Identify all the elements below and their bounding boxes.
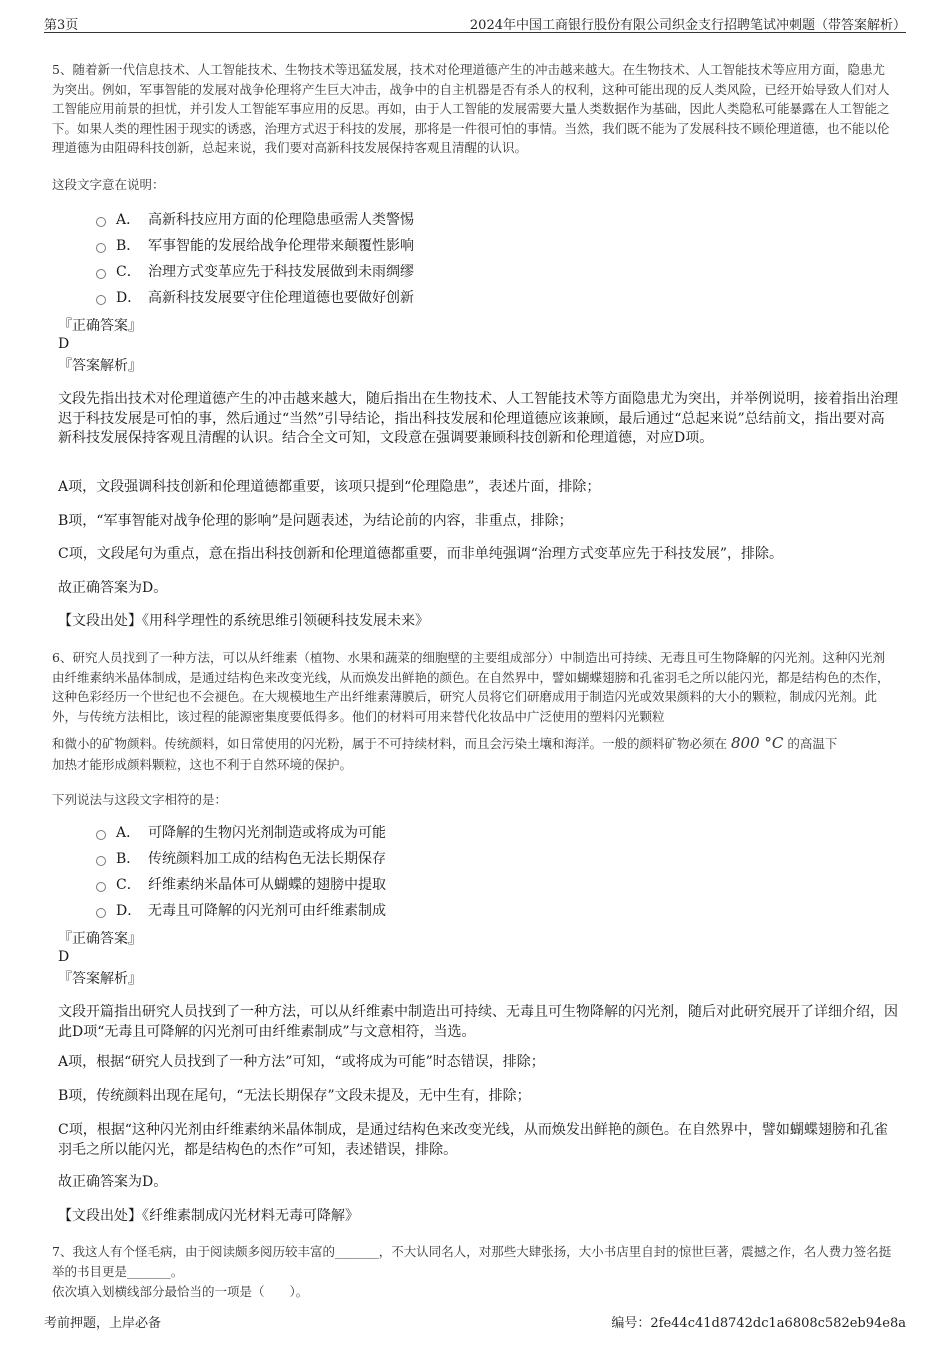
q6-analysis-summary: 文段开篇指出研究人员找到了一种方法，可以从纤维素中制造出可持续、无毒且可生物降解的闪光剂，随后对此研究展开了详细介绍，因此D项“无毒且可降解的闪光剂可由纤维素制成”与文意相符，当选。 [58, 1004, 898, 1040]
footer-slogan: 考前押题，上岸必备 [44, 1316, 162, 1331]
q7-stem: 7、我这人有个怪毛病，由于阅读颇多阅历较丰富的_______，不大认同名人，对那些大肆张扬，大小书店里自封的惊世巨著，震撼之作，名人费力签名挺举的书目更是_______。 [52, 1244, 892, 1279]
q6-answer: D [58, 949, 70, 965]
document-id: 编号：2fe44c41d8742dc1a6808c582eb94e8a [611, 1316, 906, 1331]
radio-icon[interactable] [96, 243, 106, 253]
q5-analysis-label: 『答案解析』 [58, 358, 142, 374]
q5-stem: 5、随着新一代信息技术、人工智能技术、生物技术等迅猛发展，技术对伦理道德产生的冲击越来越大。在生物技术、人工智能技术等应用方面，隐患尤为突出。例如，军事智能的发展对战争伦理将产生巨大冲击，战争中的自主机器是否有杀人的权利，这种可能出现的反人类风险，已经开始导致人们对人工智能应用前景的担忧，并引发人工智能军事应用的反思。再如，由于人工智能的发展需要大量人类数据作为基础，因此人类隐私可能暴露在人工智能之下。如果人类的理性困于现实的诱惑，治理方式迟于科技的发展，那将是一件很可怕的事情。当然，我们既不能为了发展科技不顾伦理道德，也不能以伦理道德为由阻碍科技创新，总起来说，我们要对高新科技发展保持客观且清醒的认识。 [52, 62, 890, 155]
document-title: 2024年中国工商银行股份有限公司织金支行招聘笔试冲刺题（带答案解析） [469, 18, 906, 33]
q5-answer: D [58, 336, 70, 352]
radio-icon[interactable] [96, 295, 106, 305]
q6-question: 下列说法与这段文字相符的是： [52, 792, 228, 807]
temperature-value: 800 °C [731, 734, 784, 752]
radio-icon[interactable] [96, 908, 106, 918]
q6-option-b[interactable]: B． 传统颜料加工成的结构色无法长期保存 [96, 849, 386, 869]
q6-analysis-c: C项，根据“这种闪光剂由纤维素纳米晶体制成，是通过结构色来改变光线，从而焕发出鲜艳的颜色。在自然界中，譬如蝴蝶翅膀和孔雀羽毛之所以能闪光，都是结构色的杰作”可知，表述错误，排除。 [58, 1122, 888, 1158]
q5-analysis-c: C项，文段尾句为重点，意在指出科技创新和伦理道德都重要，而非单纯强调“治理方式变革应先于科技发展”，排除。 [58, 546, 784, 562]
page-header [44, 10, 906, 33]
q5-question: 这段文字意在说明： [52, 177, 165, 192]
q5-option-c[interactable]: C． 治理方式变革应先于科技发展做到未雨绸缪 [96, 262, 414, 282]
q6-stem-line5: 和微小的矿物颜料。传统颜料，如日常使用的闪光粉，属于不可持续材料，而且会污染土壤和海洋。一般的颜料矿物必须在 800 °C 的高温下 [52, 734, 838, 752]
radio-icon[interactable] [96, 856, 106, 866]
q5-conclusion: 故正确答案为D。 [58, 580, 168, 596]
q5-answer-label: 『正确答案』 [58, 318, 142, 334]
page-number: 第3页 [44, 18, 79, 33]
q6-stem: 6、研究人员找到了一种方法，可以从纤维素（植物、水果和蔬菜的细胞壁的主要组成部分）中制造出可持续、无毒且可生物降解的闪光剂。这种闪光剂由纤维素纳米晶体制成，是通过结构色来改变光线，从而焕发出鲜艳的颜色。在自然界中，譬如蝴蝶翅膀和孔雀羽毛之所以能闪光，都是结构色的杰作，这种色彩经历一个世纪也不会褪色。在大规模地生产出纤维素薄膜后，研究人员将它们研磨成用于制造闪光或效果颜料的大小的颗粒，制成闪光剂。此外，与传统方法相比，该过程的能源密集度要低得多。他们的材料可用来替代化妆品中广泛使用的塑料闪光颗粒 [52, 650, 890, 724]
q6-answer-label: 『正确答案』 [58, 931, 142, 947]
radio-icon[interactable] [96, 217, 106, 227]
q6-conclusion: 故正确答案为D。 [58, 1174, 168, 1190]
q6-stem-line6: 加热才能形成颜料颗粒，这也不利于自然环境的保护。 [52, 757, 353, 772]
q6-source: 【文段出处】《纤维素制成闪光材料无毒可降解》 [58, 1208, 359, 1224]
q5-option-a[interactable]: A． 高新科技应用方面的伦理隐患亟需人类警惕 [96, 210, 414, 230]
radio-icon[interactable] [96, 882, 106, 892]
q6-analysis-b: B项，传统颜料出现在尾句，“无法长期保存”文段未提及，无中生有，排除； [58, 1088, 531, 1104]
q5-option-b[interactable]: B． 军事智能的发展给战争伦理带来颠覆性影响 [96, 236, 414, 256]
q6-option-d[interactable]: D． 无毒且可降解的闪光剂可由纤维素制成 [96, 901, 386, 921]
q6-option-c[interactable]: C． 纤维素纳米晶体可从蝴蝶的翅膀中提取 [96, 875, 386, 895]
radio-icon[interactable] [96, 269, 106, 279]
q6-analysis-label: 『答案解析』 [58, 971, 142, 987]
q6-analysis-a: A项，根据“研究人员找到了一种方法”可知，“或将成为可能”时态错误，排除； [58, 1054, 545, 1070]
q5-analysis-a: A项，文段强调科技创新和伦理道德都重要，该项只提到“伦理隐患”，表述片面，排除； [58, 479, 601, 495]
q5-option-d[interactable]: D． 高新科技发展要守住伦理道德也要做好创新 [96, 288, 414, 308]
q7-question: 依次填入划横线部分最恰当的一项是（ ）。 [52, 1284, 309, 1299]
q5-analysis-summary: 文段先指出技术对伦理道德产生的冲击越来越大，随后指出在生物技术、人工智能技术等方面隐患尤为突出，并举例说明，接着指出治理迟于科技发展是可怕的事，然后通过“当然”引导结论，指出科技发展和伦理道德应该兼顾，最后通过“总起来说”总结前文，指出要对高新科技发展保持客观且清醒的认识。结合全文可知，文段意在强调要兼顾科技创新和伦理道德，对应D项。 [58, 391, 898, 446]
q5-source: 【文段出处】《用科学理性的系统思维引领硬科技发展未来》 [58, 613, 429, 629]
q5-analysis-b: B项，“军事智能对战争伦理的影响”是问题表述，为结论前的内容，非重点，排除； [58, 513, 573, 529]
radio-icon[interactable] [96, 830, 106, 840]
q6-option-a[interactable]: A． 可降解的生物闪光剂制造或将成为可能 [96, 823, 386, 843]
